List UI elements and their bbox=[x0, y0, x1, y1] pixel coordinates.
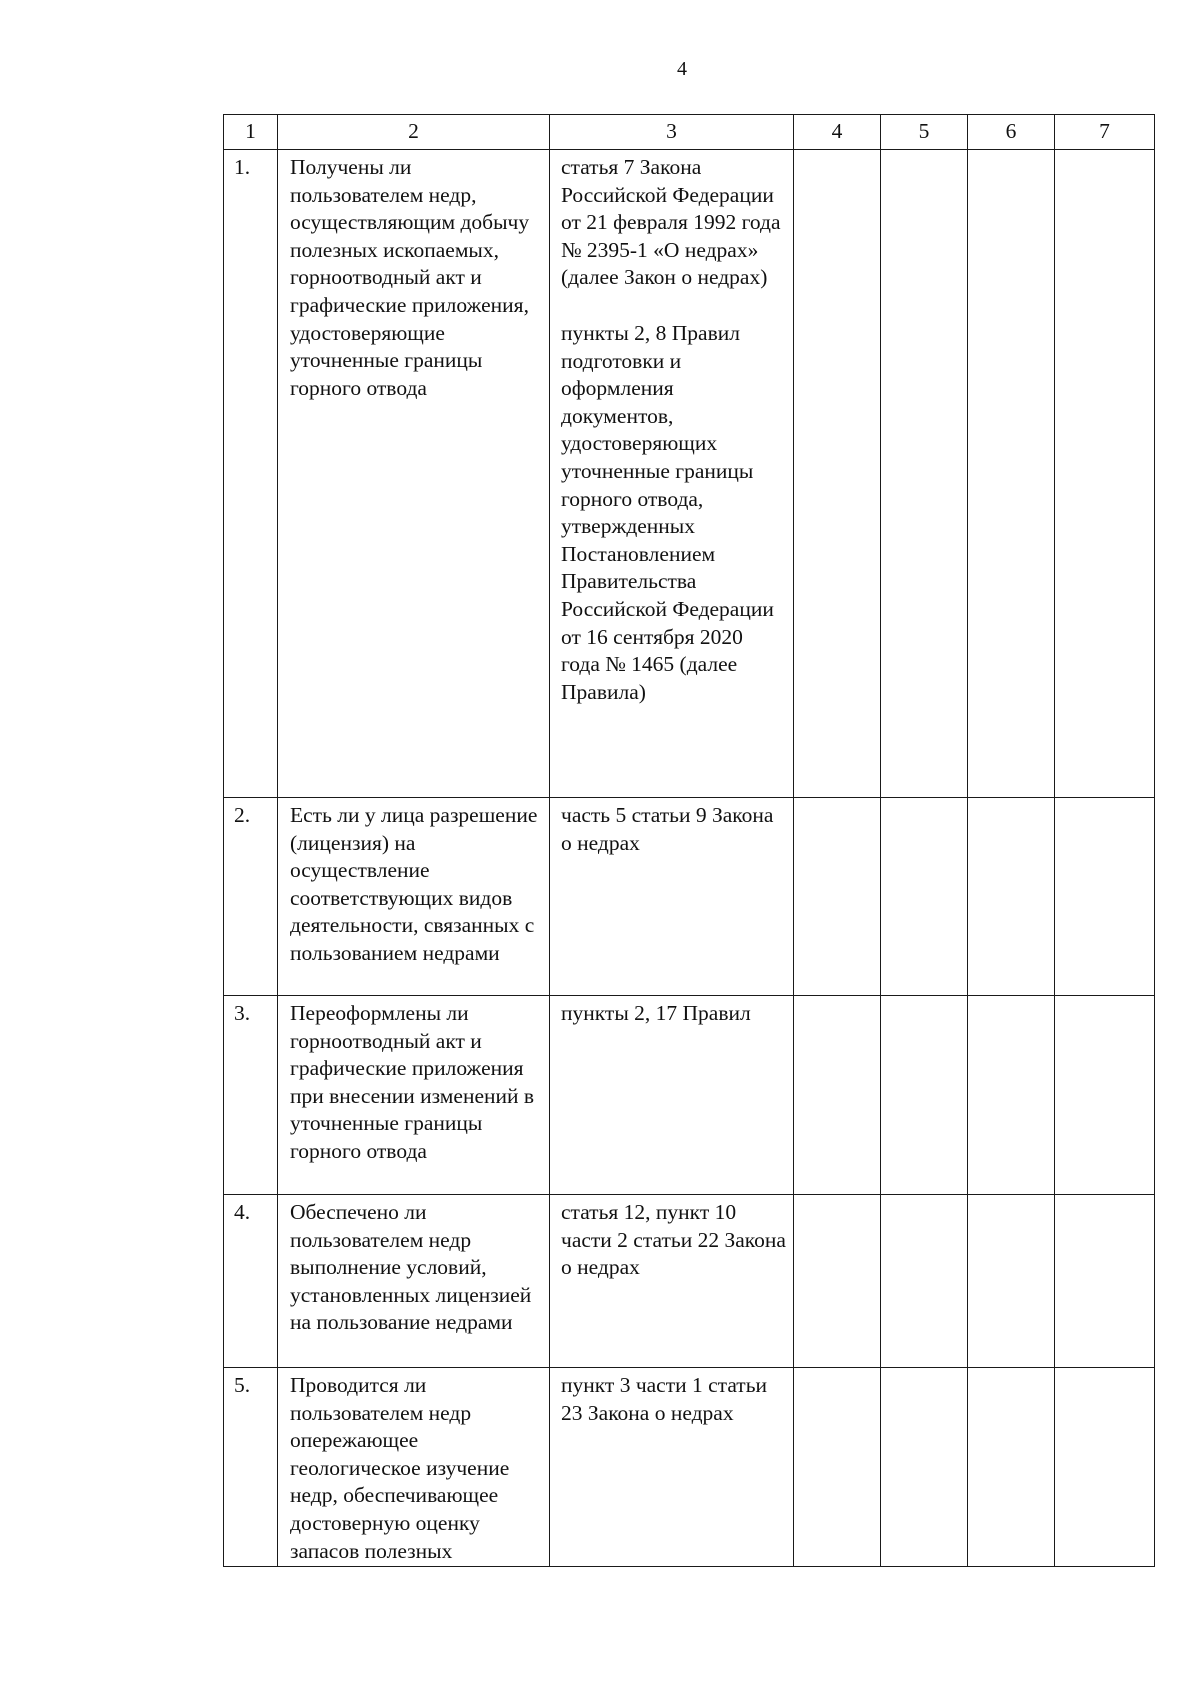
row-number: 4. bbox=[224, 1195, 278, 1368]
empty-cell bbox=[1055, 798, 1155, 996]
column-header: 6 bbox=[968, 115, 1055, 150]
table-row bbox=[224, 150, 1155, 798]
legal-reference-item: статья 7 Закона Российской Федерации от 21 февраля 1992 года № 2395-1 «О недрах» (далее Закон о недрах) bbox=[561, 155, 781, 290]
empty-cell bbox=[968, 798, 1055, 996]
legal-reference-item: пункты 2, 8 Правил подготовки и оформления документов, удостоверяющих уточненные границы горного отвода, утвержденных Постановлением Правительства Российской Федерации от 16 сентября 2020 года № 1465 (далее Правила) bbox=[561, 320, 774, 704]
legal-reference bbox=[550, 150, 794, 798]
requirement-question: Переоформлены ли горноотводный акт и графические приложения при внесении изменений в уточненные границы горного отвода bbox=[278, 996, 550, 1195]
empty-cell bbox=[794, 150, 881, 798]
empty-cell bbox=[794, 798, 881, 996]
empty-cell bbox=[881, 1195, 968, 1368]
empty-cell bbox=[968, 150, 1055, 798]
legal-reference: пункт 3 части 1 статьи 23 Закона о недрах bbox=[550, 1368, 794, 1567]
empty-cell bbox=[794, 1195, 881, 1368]
legal-reference: статья 12, пункт 10 части 2 статьи 22 Закона о недрах bbox=[550, 1195, 794, 1368]
column-header: 4 bbox=[794, 115, 881, 150]
empty-cell bbox=[794, 996, 881, 1195]
column-header: 5 bbox=[881, 115, 968, 150]
empty-cell bbox=[968, 1368, 1055, 1567]
row-number: 1. bbox=[224, 150, 278, 798]
column-header: 2 bbox=[278, 115, 550, 150]
table-row bbox=[224, 798, 1155, 996]
row-number: 5. bbox=[224, 1368, 278, 1567]
empty-cell bbox=[794, 1368, 881, 1567]
empty-cell bbox=[1055, 1195, 1155, 1368]
empty-cell bbox=[881, 996, 968, 1195]
empty-cell bbox=[1055, 996, 1155, 1195]
row-number: 2. bbox=[224, 798, 278, 996]
table-row bbox=[224, 1195, 1155, 1368]
table-header-row bbox=[224, 115, 1155, 150]
empty-cell bbox=[968, 1195, 1055, 1368]
empty-cell bbox=[881, 150, 968, 798]
requirement-question: Проводится ли пользователем недр опережающее геологическое изучение недр, обеспечивающее достоверную оценку запасов полезных bbox=[278, 1368, 550, 1567]
table-row bbox=[224, 1368, 1155, 1567]
column-header: 1 bbox=[224, 115, 278, 150]
legal-reference: часть 5 статьи 9 Закона о недрах bbox=[550, 798, 794, 996]
row-number: 3. bbox=[224, 996, 278, 1195]
page-number: 4 bbox=[677, 58, 687, 80]
checklist-table bbox=[223, 114, 1155, 1567]
empty-cell bbox=[1055, 150, 1155, 798]
legal-reference: пункты 2, 17 Правил bbox=[550, 996, 794, 1195]
table-row bbox=[224, 996, 1155, 1195]
column-header: 3 bbox=[550, 115, 794, 150]
column-header: 7 bbox=[1055, 115, 1155, 150]
requirement-question: Обеспечено ли пользователем недр выполнение условий, установленных лицензией на пользование недрами bbox=[278, 1195, 550, 1368]
requirement-question: Получены ли пользователем недр, осуществляющим добычу полезных ископаемых, горноотводный акт и графические приложения, удостоверяющие уточненные границы горного отвода bbox=[278, 150, 550, 798]
empty-cell bbox=[881, 798, 968, 996]
empty-cell bbox=[968, 996, 1055, 1195]
requirement-question: Есть ли у лица разрешение (лицензия) на осуществление соответствующих видов деятельности, связанных с пользованием недрами bbox=[278, 798, 550, 996]
empty-cell bbox=[881, 1368, 968, 1567]
empty-cell bbox=[1055, 1368, 1155, 1567]
